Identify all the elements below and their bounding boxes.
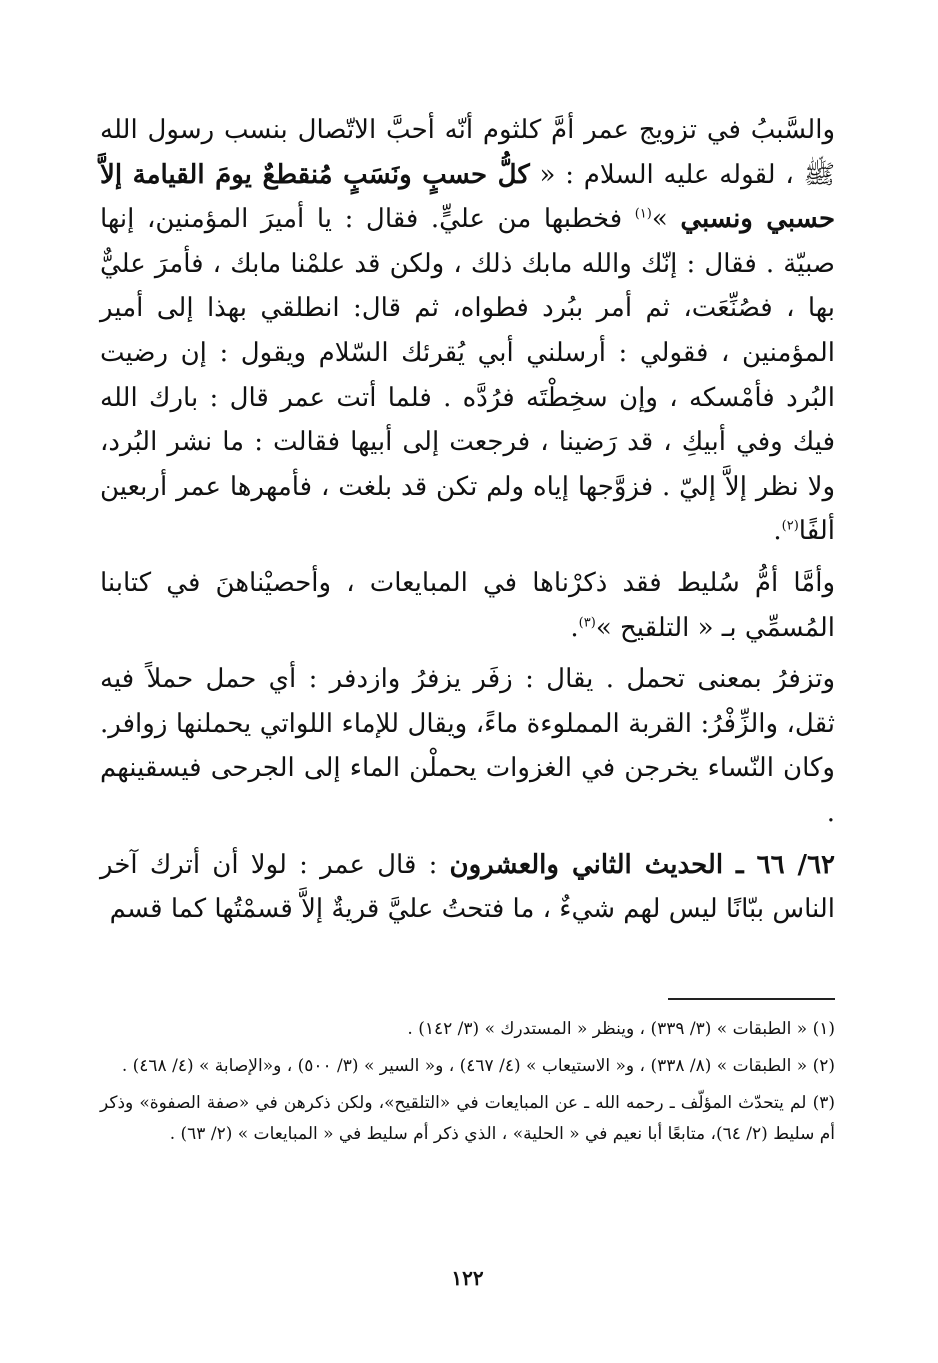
book-page — [100, 108, 835, 1338]
text-run: . — [570, 612, 579, 643]
paragraph-tazfir-definition — [100, 657, 835, 835]
footnote-marker: (١) — [634, 206, 652, 222]
text-run: : قال عمر : لولا أن أترك آخر الناس ببّانًا ليس لهم شيءٌ ، ما فتحتُ عليَّ قريةٌ إلاَّ قسمْتُها كما قسم — [100, 849, 835, 925]
page-number: ١٢٢ — [451, 1266, 484, 1290]
footnote-3: (٣) لم يتحدّث المؤلّف ـ رحمه الله ـ عن المبايعات في «التلقيح»، ولكن ذكرهن في «صفة الصفوة» وذكر أم سليط (٢/ ٦٤)، متابعًا أبا نعيم في « الحلية» ، الذي ذكر أم سليط في « المبايعات » (٢/ ٦٣) . — [100, 1093, 835, 1144]
text-run: فخطبها من عليٍّ. فقال : يا أميرَ المؤمنين، إنها صبيّة . فقال : إنّك والله مابك ذلك ، ولكن قد علمْنا مابك ، فأمرَ عليٌّ بها ، فصُنِّعَت، ثم أمر ببُرد فطواه، ثم قال: انطلقي بهذا إلى أمير المؤمنين ، فقولي : أرسلني أبي يُقرئك السّلام ويقول : إن رضيت البُرد فأمْسكه ، وإن سخِطْتَه فرُدَّه . فلما أتت عمر قال : بارك الله فيك وفي أبيكِ ، قد رَضينا ، فرجعت إلى أبيها فقالت : ما نشر البُرد، ولا نظر إلاَّ إليّ . فزوَّجها إياه ولم تكن قد بلغت ، فأمهرها عمر أربعين ألفًا — [100, 204, 835, 547]
text-run: وأمَّا أمُّ سُليط فقد ذكرْناها في المبايعات ، وأحصيْناهنَ في كتابنا المُسمِّي بـ « التلقيح » — [100, 567, 835, 643]
footnote-separator — [668, 998, 835, 1000]
bold-text: كلُّ حسبٍ ونَسَبٍ مُنقطعٌ يومَ القيامة إلاَّ حسبي ونسبي — [100, 159, 836, 235]
paragraph-marriage-story — [100, 108, 835, 554]
footnote-1: (١) « الطبقات » (٣/ ٣٣٩) ، وينظر « المستدرك » (٣/ ١٤٢) . — [407, 1019, 835, 1039]
text-run: » — [651, 204, 681, 235]
footnote-marker: (٣) — [578, 614, 596, 630]
text-run: والسَّببُ في تزويج عمر أمَّ كلثوم أنّه أحبَّ الاتّصال بنسب رسول الله ﷺ ، لقوله عليه السلام : « — [100, 115, 836, 190]
footnotes — [100, 1014, 835, 1156]
text-run: . — [773, 516, 782, 547]
main-text — [100, 108, 835, 932]
footnote-marker: (٢) — [781, 518, 799, 534]
footnote-2: (٢) « الطبقات » (٨/ ٣٣٨) ، و« الاستيعاب » (٤/ ٤٦٧) ، و« السير » (٣/ ٥٠٠) ، و«الإصابة » (٤/ ٤٦٨) . — [121, 1056, 835, 1076]
bold-text: ٦٢/ ٦٦ ـ الحديث الثاني والعشرون — [449, 849, 835, 880]
paragraph-hadith-22 — [100, 843, 835, 932]
paragraph-umm-sulait — [100, 561, 835, 650]
text-run: وتزفرُ بمعنى تحمل . يقال : زفَر يزفرُ وازدفر : أي حمل حملاً فيه ثقل، والزِّفْرُ: القربة المملوءة ماءً، ويقال للإماء اللواتي يحملنها زوافر. وكان النّساء يخرجن في الغزوات يحملْن الماء إلى الجرحى فيسقينهم . — [100, 664, 835, 828]
